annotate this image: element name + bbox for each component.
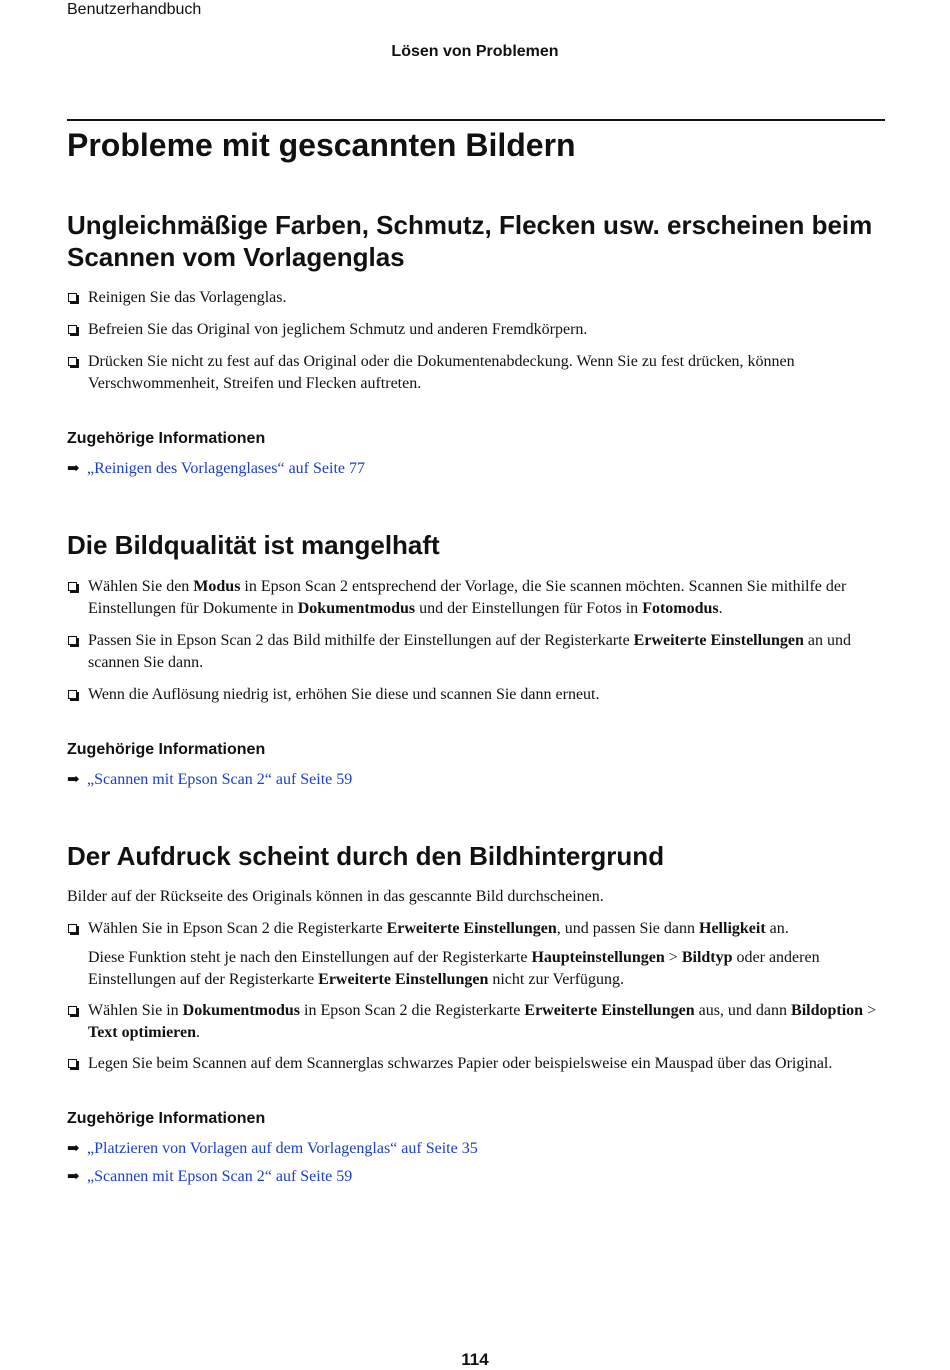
checkbox-bullet-icon xyxy=(68,1006,77,1015)
list-item-note: Diese Funktion steht je nach den Einstellungen auf der Registerkarte Haupteinstellungen > Bildtyp oder anderen Einstellungen auf der Registerkarte Erweiterte Einstellungen nicht zur Verfügung. xyxy=(88,949,820,988)
checkbox-bullet-icon xyxy=(68,582,77,591)
section-heading: Der Aufdruck scheint durch den Bildhintergrund xyxy=(67,841,665,871)
section-heading-line2: Scannen vom Vorlagenglas xyxy=(67,242,405,272)
related-link-scan-epson[interactable]: „Scannen mit Epson Scan 2“ auf Seite 59 xyxy=(87,771,353,788)
page-number: 114 xyxy=(461,1350,489,1369)
checkbox-bullet-icon xyxy=(68,1059,77,1068)
related-link-row xyxy=(67,1166,885,1188)
section-uneven-colors xyxy=(67,209,885,480)
list-item-text: Drücken Sie nicht zu fest auf das Original oder die Dokumentenabdeckung. Wenn Sie zu fest drücken, können Verschwommenheit, Streifen und Flecken auftreten. xyxy=(88,353,795,392)
list-item-text: Reinigen Sie das Vorlagenglas. xyxy=(88,289,287,306)
related-link-row xyxy=(67,769,885,791)
arrow-right-icon: ➡ xyxy=(67,772,80,788)
section-heading-line1: Ungleichmäßige Farben, Schmutz, Flecken usw. erscheinen beim xyxy=(67,210,873,240)
checkbox-bullet-icon xyxy=(68,636,77,645)
list-item: Wählen Sie in Epson Scan 2 die Registerkarte Erweiterte Einstellungen, und passen Sie dann Helligkeit an. xyxy=(67,918,885,940)
list-item: Wählen Sie in Dokumentmodus in Epson Scan 2 die Registerkarte Erweiterte Einstellungen aus, und dann Bildoption > Text optimieren. xyxy=(67,1000,885,1044)
checkbox-bullet-icon xyxy=(68,325,77,334)
related-link-clean-glass[interactable]: „Reinigen des Vorlagenglases“ auf Seite 77 xyxy=(87,460,365,477)
related-link-row xyxy=(67,1138,885,1160)
checkbox-bullet-icon xyxy=(68,357,77,366)
header-section-title: Lösen von Problemen xyxy=(391,43,559,60)
arrow-right-icon: ➡ xyxy=(67,461,80,477)
list-item-text: Befreien Sie das Original von jeglichem Schmutz und anderen Fremdkörpern. xyxy=(88,321,588,338)
list-item: Legen Sie beim Scannen auf dem Scannerglas schwarzes Papier oder beispielsweise ein Mauspad über das Original. xyxy=(67,1053,885,1075)
section-show-through xyxy=(67,840,885,1188)
list-item xyxy=(67,287,885,309)
list-item: Wählen Sie den Modus in Epson Scan 2 entsprechend der Vorlage, die Sie scannen möchten. Scannen Sie mithilfe der Einstellungen für Dokumente in Dokumentmodus und der Einstellungen für Fotos in Fotomodus. xyxy=(67,576,885,620)
section-image-quality xyxy=(67,529,885,791)
checkbox-bullet-icon xyxy=(68,293,77,302)
related-link-scan-epson[interactable]: „Scannen mit Epson Scan 2“ auf Seite 59 xyxy=(87,1168,353,1185)
page-title: Probleme mit gescannten Bildern xyxy=(67,127,576,163)
section-intro: Bilder auf der Rückseite des Originals können in das gescannte Bild durchscheinen. xyxy=(67,888,604,905)
list-item: Wenn die Auflösung niedrig ist, erhöhen Sie diese und scannen Sie dann erneut. xyxy=(67,684,885,706)
section-heading xyxy=(67,209,885,273)
related-info-heading: Zugehörige Informationen xyxy=(67,741,266,758)
list-item xyxy=(67,319,885,341)
list-item: Passen Sie in Epson Scan 2 das Bild mithilfe der Einstellungen auf der Registerkarte Erweiterte Einstellungen an und scannen Sie dann. xyxy=(67,630,885,674)
related-link-place-originals[interactable]: „Platzieren von Vorlagen auf dem Vorlagenglas“ auf Seite 35 xyxy=(87,1140,478,1157)
arrow-right-icon: ➡ xyxy=(67,1141,80,1157)
related-link-row xyxy=(67,458,885,480)
related-info-heading: Zugehörige Informationen xyxy=(67,1110,266,1127)
checkbox-bullet-icon xyxy=(68,924,77,933)
related-info-heading: Zugehörige Informationen xyxy=(67,430,266,447)
section-heading: Die Bildqualität ist mangelhaft xyxy=(67,530,440,560)
checkbox-bullet-icon xyxy=(68,690,77,699)
arrow-right-icon: ➡ xyxy=(67,1169,80,1185)
list-item xyxy=(67,351,885,395)
header-document-title: Benutzerhandbuch xyxy=(67,1,202,18)
